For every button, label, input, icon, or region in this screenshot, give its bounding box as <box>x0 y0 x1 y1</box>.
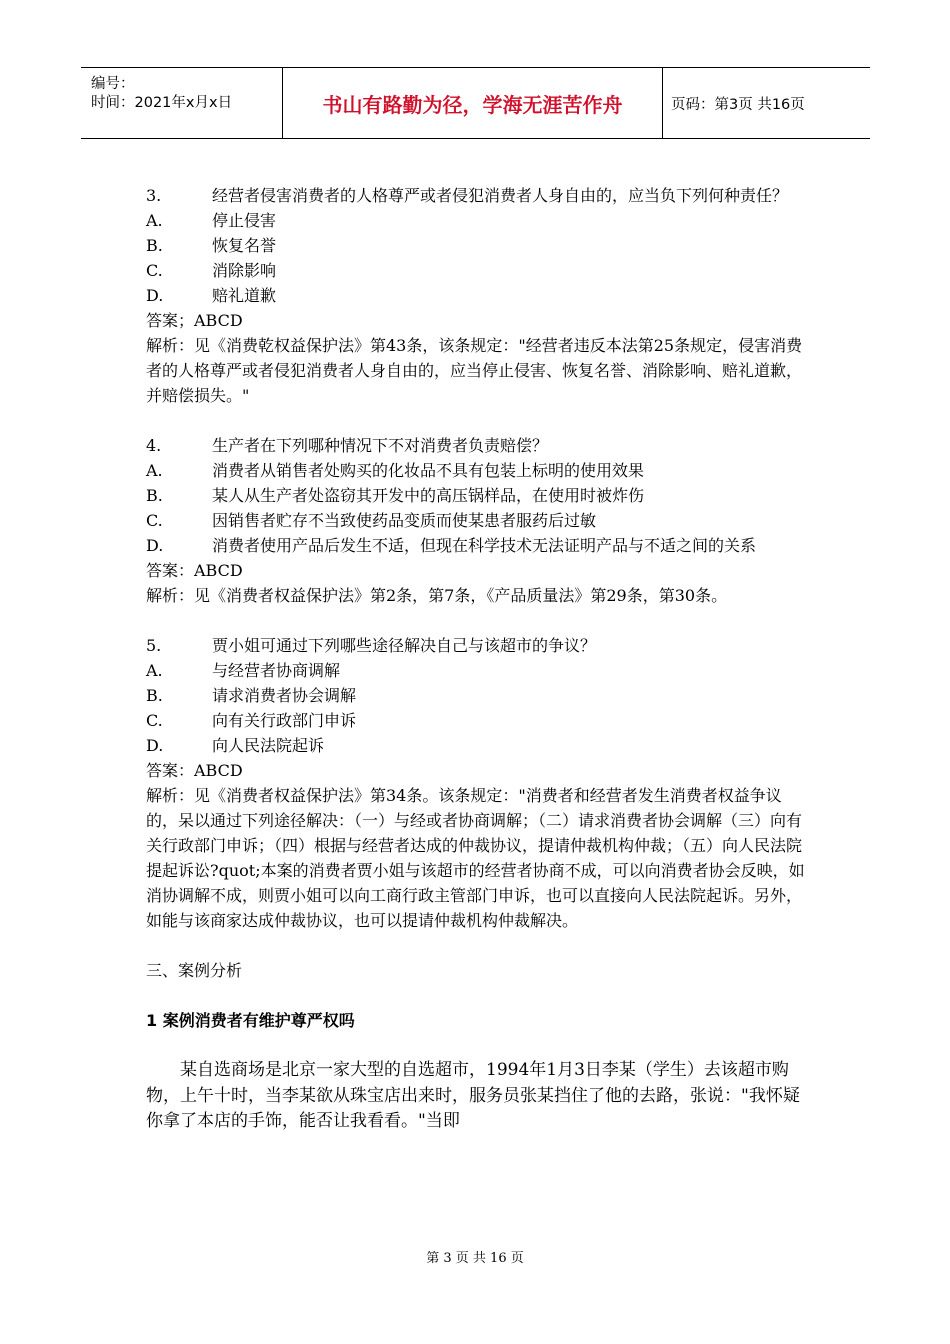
section-heading: 三、案例分析 <box>146 961 243 980</box>
option-c <box>146 708 808 733</box>
option-letter: A. <box>146 211 163 230</box>
option-letter: C. <box>146 511 163 530</box>
option-c <box>146 258 808 283</box>
question-3 <box>146 183 808 408</box>
option-text: 与经营者协商调解 <box>212 661 341 680</box>
option-text: 恢复名誉 <box>212 236 277 255</box>
question-stem: 贾小姐可通过下列哪些途径解决自己与该超市的争议？ <box>212 636 597 655</box>
option-d <box>146 283 808 308</box>
option-letter: C. <box>146 711 163 730</box>
document-body <box>146 183 808 1135</box>
question-number: 4. <box>146 436 162 455</box>
option-letter: C. <box>146 261 163 280</box>
option-a <box>146 458 808 483</box>
option-text: 某人从生产者处盗窃其开发中的高压锅样品，在使用时被炸伤 <box>212 486 645 505</box>
question-number: 5. <box>146 636 162 655</box>
option-letter: D. <box>146 736 164 755</box>
option-a <box>146 208 808 233</box>
option-text: 赔礼道歉 <box>212 286 277 305</box>
option-text: 请求消费者协会调解 <box>212 686 357 705</box>
option-letter: D. <box>146 286 164 305</box>
page-footer: 第 3 页 共 16 页 <box>426 1251 524 1266</box>
header-meta-cell <box>81 68 283 138</box>
option-text: 消费者从销售者处购买的化妆品不具有包装上标明的使用效果 <box>212 461 645 480</box>
option-text: 消除影响 <box>212 261 277 280</box>
option-a <box>146 658 808 683</box>
question-4 <box>146 433 808 608</box>
option-text: 因销售者贮存不当致使药品变质而使某患者服药后过敏 <box>212 511 597 530</box>
answer-line: 答案；ABCD <box>146 311 243 330</box>
header-motto: 书山有路勤为径，学海无涯苦作舟 <box>283 68 663 138</box>
document-date-label: 时间：2021年x月x日 <box>91 95 233 111</box>
option-d <box>146 533 808 558</box>
case-paragraph: 某自选商场是北京一家大型的自选超市，1994年1月3日李某（学生）去该超市购物，上午十时，当李某欲从珠宝店出来时，服务员张某挡住了他的去路，张说："我怀疑你拿了本店的手饰，能否让我看看。"当即 <box>146 1060 800 1131</box>
case-heading: 1 案例消费者有维护尊严权吗 <box>146 1011 355 1030</box>
option-text: 停止侵害 <box>212 211 277 230</box>
option-letter: A. <box>146 661 163 680</box>
option-letter: B. <box>146 486 163 505</box>
answer-line: 答案：ABCD <box>146 761 243 780</box>
option-b <box>146 233 808 258</box>
analysis-paragraph: 解析：见《消费乾权益保护法》第43条，该条规定："经营者违反本法第25条规定，侵害消费者的人格尊严或者侵犯消费者人身自由的，应当停止侵害、恢复名誉、消除影响、赔礼道歉，并赔偿损失。" <box>146 336 803 405</box>
option-c <box>146 508 808 533</box>
question-stem: 经营者侵害消费者的人格尊严或者侵犯消费者人身自由的，应当负下列何种责任？ <box>212 186 789 205</box>
option-b <box>146 483 808 508</box>
option-text: 向人民法院起诉 <box>212 736 325 755</box>
question-5 <box>146 633 808 933</box>
question-stem: 生产者在下列哪种情况下不对消费者负责赔偿？ <box>212 436 549 455</box>
option-d <box>146 733 808 758</box>
analysis-paragraph: 解析：见《消费者权益保护法》第2条，第7条，《产品质量法》第29条，第30条。 <box>146 586 728 605</box>
option-letter: B. <box>146 686 163 705</box>
option-letter: A. <box>146 461 163 480</box>
option-letter: B. <box>146 236 163 255</box>
option-text: 向有关行政部门申诉 <box>212 711 357 730</box>
option-letter: D. <box>146 536 164 555</box>
analysis-paragraph: 解析：见《消费者权益保护法》第34条。该条规定："消费者和经营者发生消费者权益争议的，呆以通过下列途径解决：（一）与经或者协商调解；（二）请求消费者协会调解（三）向有关行政部门申诉；（四）根据与经营者达成的仲裁协议，提请仲裁机构仲裁；（五）向人民法院提起诉讼?quot;本案的消费者贾小姐与该超市的经营者协商不成，可以向消费者协会反映，如消协调解不成，则贾小姐可以向工商行政主管部门申诉，也可以直接向人民法院起诉。另外，如能与该商家达成仲裁协议，也可以提请仲裁机构仲裁解决。 <box>146 786 805 930</box>
header-page-info: 页码：第3页 共16页 <box>671 96 805 113</box>
page-header <box>81 67 870 139</box>
document-number-label: 编号： <box>91 76 135 92</box>
answer-line: 答案：ABCD <box>146 561 243 580</box>
question-number: 3. <box>146 186 162 205</box>
option-text: 消费者使用产品后发生不适，但现在科学技术无法证明产品与不适之间的关系 <box>212 536 757 555</box>
option-b <box>146 683 808 708</box>
